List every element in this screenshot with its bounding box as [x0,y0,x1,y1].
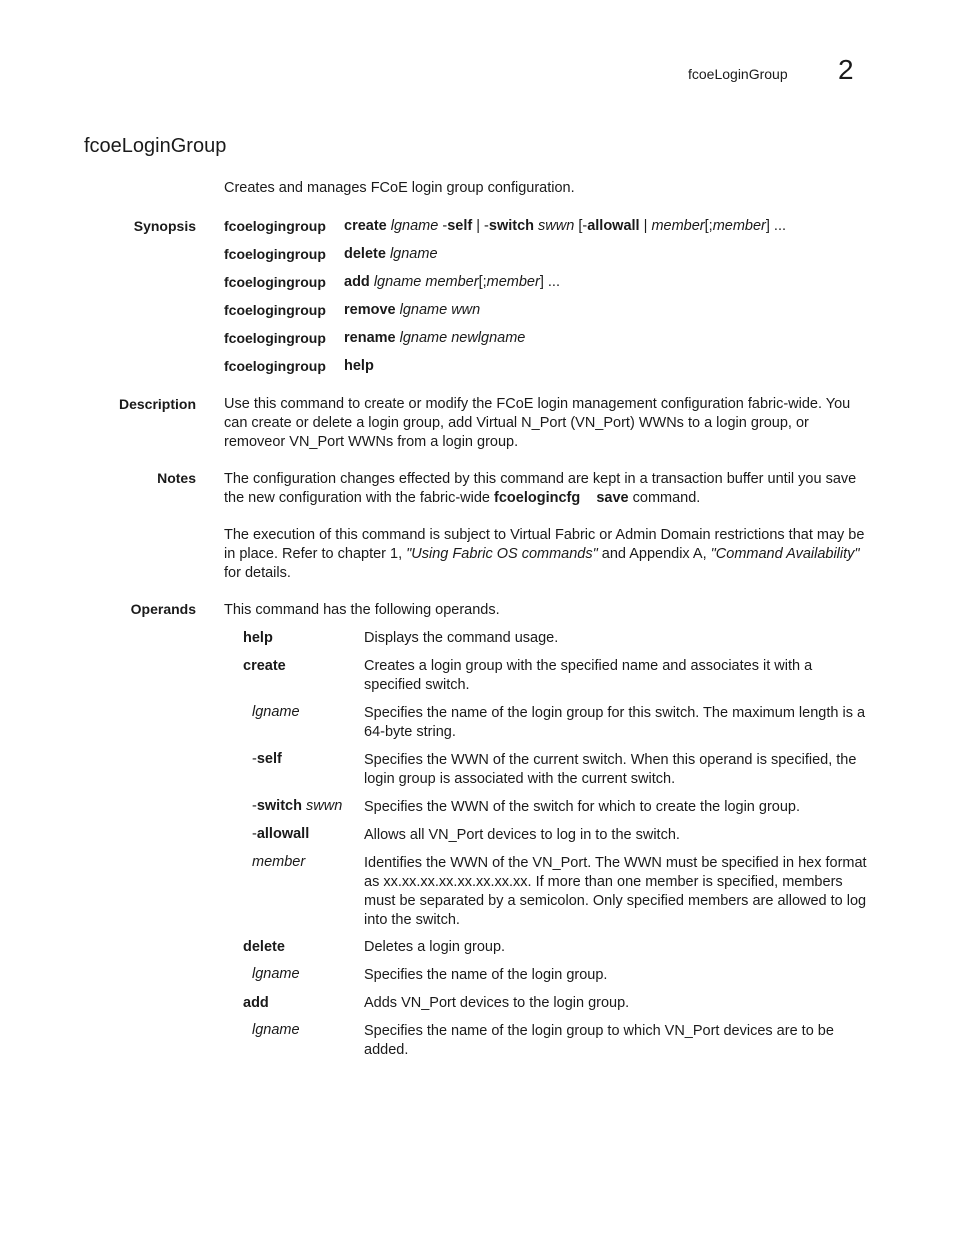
operand-create-desc: Creates a login group with the specified name and associates it with a specified switch. [364,658,813,693]
bracket: [; [704,218,713,234]
arg-lgname-newlgname: lgname newlgname [399,330,526,346]
reference-link: "Command Availability" [710,546,860,562]
keyword-allowall: allowall [256,826,310,842]
description-label: Description [118,396,196,412]
operand-member-desc: Identifies the WWN of the VN_Port. The WWN must be specified in hex format as xx.xx.xx.xx.xx.xx.xx.xx. If more than one member is specified, members must be separated by a semicolon. Only specified members are allowed to log into the switch. [364,855,867,928]
synopsis-command: fcoelogingroup [224,358,326,374]
keyword-switch: switch [256,798,302,814]
synopsis-command: fcoelogingroup [224,330,326,346]
operand-delete: delete [243,939,285,955]
intro-text: Creates and manages FCoE login group configuration. [224,180,575,196]
dash: - [252,826,257,842]
operand-create-lgname-desc: Specifies the name of the login group for this switch. The maximum length is a 64-byte string. [364,705,866,740]
page-title: fcoeLoginGroup [84,135,227,157]
operand-create: create [243,658,286,674]
operand-help-desc: Displays the command usage. [364,630,559,646]
arg-lgname-member: lgname member [373,274,479,290]
synopsis-args [344,330,525,346]
operand-allowall [252,826,309,842]
description-text: Use this command to create or modify the FCoE login management configuration fabric-wide. You can create or delete a login group, add Virtual N_Port (VN_Port) WWNs to a login group, or removeor VN_Port WWNs from a login group. [224,396,851,450]
synopsis-command: fcoelogingroup [224,302,326,318]
synopsis-args [344,358,374,374]
keyword-remove: remove [344,302,396,318]
operand-add-lgname: lgname [252,1022,300,1038]
synopsis-args [344,218,786,234]
operand-add: add [243,995,269,1011]
operand-allowall-desc: Allows all VN_Port devices to log in to the switch. [364,827,680,843]
notes-label: Notes [157,470,196,486]
keyword-rename: rename [344,330,396,346]
command-fcoelogincfg: fcoelogincfg [494,490,581,506]
keyword-help: help [344,358,374,374]
operand-member: member [252,854,306,870]
ellipsis: ] ... [539,274,560,290]
operand-switch [252,798,342,814]
synopsis-command: fcoelogingroup [224,246,326,262]
command-save: save [596,490,629,506]
operand-self-desc: Specifies the WWN of the current switch. When this operand is specified, the login group is associated with the current switch. [364,752,857,787]
dash: - [252,751,257,767]
operand-delete-desc: Deletes a login group. [364,939,506,955]
separator: | [476,218,481,234]
reference-link: "Using Fabric OS commands" [406,546,598,562]
separator: | [643,218,648,234]
arg-lgname-wwn: lgname wwn [399,302,481,318]
dash: - [484,218,489,234]
notes-text: for details. [224,565,291,581]
synopsis-args [344,274,560,290]
arg-swwn: swwn [306,798,343,814]
operand-delete-lgname-desc: Specifies the name of the login group. [364,967,608,983]
arg-lgname: lgname [390,218,439,234]
operand-help: help [243,630,273,646]
operand-add-lgname-desc: Specifies the name of the login group to which VN_Port devices are to be added. [364,1023,834,1058]
synopsis-command: fcoelogingroup [224,218,326,234]
bracket: [; [478,274,487,290]
keyword-self: self [256,751,282,767]
synopsis-label: Synopsis [133,218,196,234]
notes-text: command. [628,490,701,506]
keyword-add: add [344,274,370,290]
keyword-delete: delete [344,246,386,262]
operand-self [252,751,282,767]
operand-create-lgname: lgname [252,704,300,720]
synopsis-args [344,302,480,318]
operands-label: Operands [130,601,196,617]
dash: - [442,218,448,234]
operands-intro: This command has the following operands. [224,602,500,618]
keyword-switch: switch [488,218,535,234]
notes-text: The execution of this command is subject to Virtual Fabric or Admin Domain restrictions that may be in place. Refer to chapter 1, [224,527,865,562]
operand-add-desc: Adds VN_Port devices to the login group. [364,995,630,1011]
arg-swwn: swwn [538,218,575,234]
dash: - [252,798,257,814]
arg-member: member [486,274,540,290]
notes-text: and Appendix A, [597,546,711,562]
synopsis-command: fcoelogingroup [224,274,326,290]
keyword-self: self [447,218,473,234]
chapter-number: 2 [838,54,854,85]
running-header-title: fcoeLoginGroup [688,66,788,82]
ellipsis: ] ... [765,218,787,234]
arg-lgname: lgname [389,246,438,262]
keyword-create: create [344,218,387,234]
notes-paragraph-1 [224,470,870,508]
notes-text: The configuration changes effected by this command are kept in a transaction buffer until you save the new configuration with the fabric-wide [224,471,857,506]
operand-delete-lgname: lgname [252,966,300,982]
operand-switch-desc: Specifies the WWN of the switch for which to create the login group. [364,799,801,815]
bracket: [- [578,218,588,234]
keyword-allowall: allowall [587,218,640,234]
notes-paragraph-2 [224,526,870,583]
arg-member: member [712,218,766,234]
synopsis-args [344,246,438,262]
arg-member: member [651,218,705,234]
